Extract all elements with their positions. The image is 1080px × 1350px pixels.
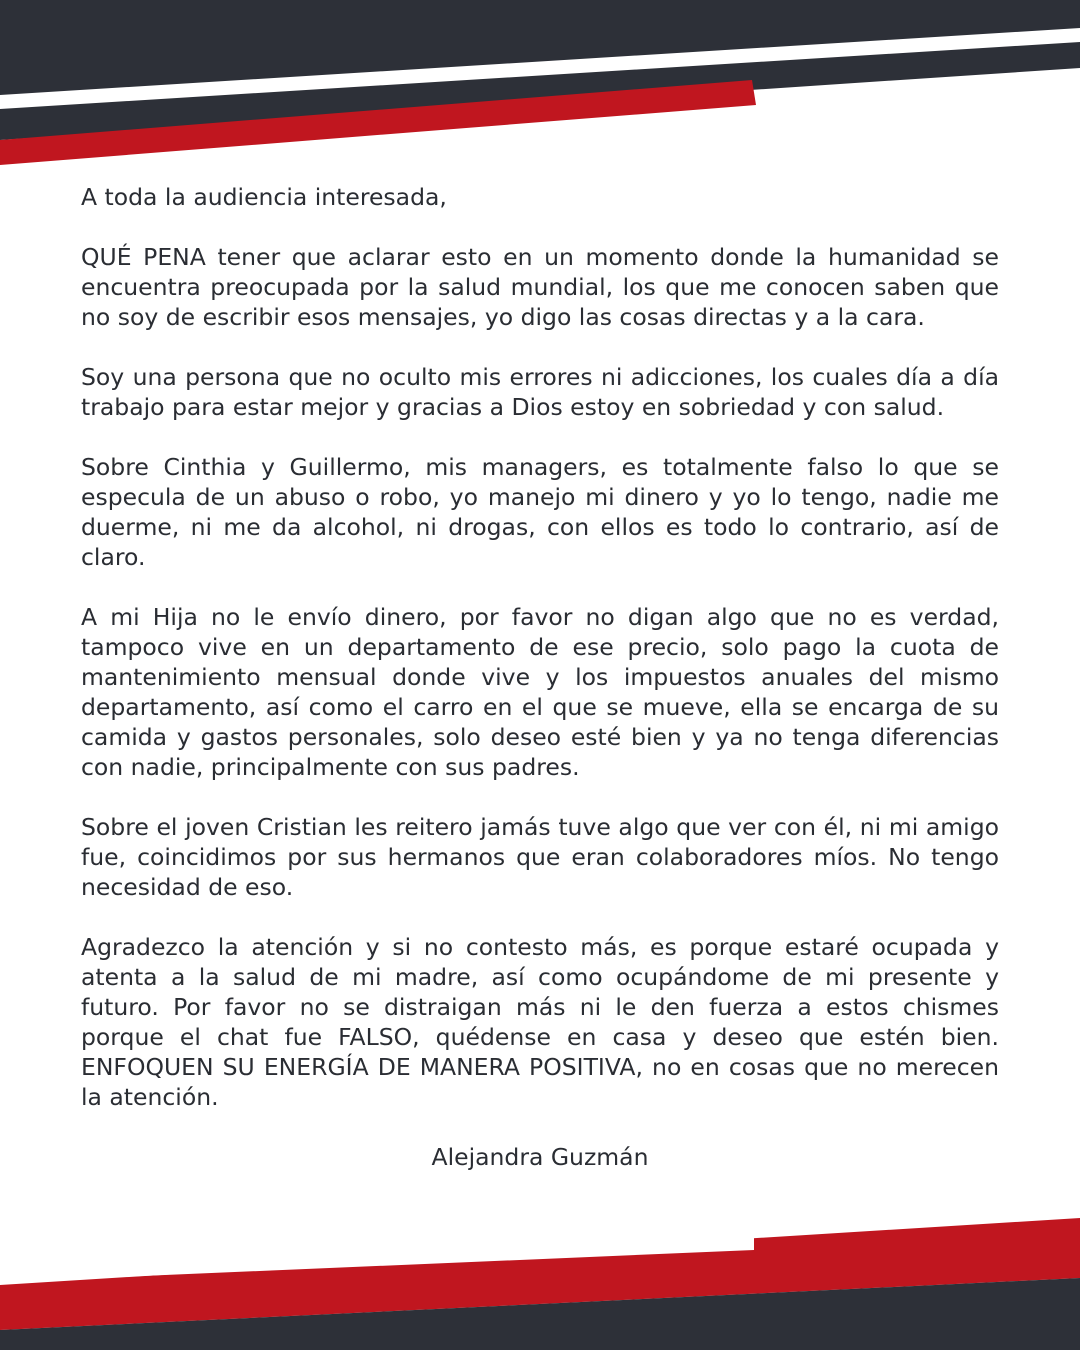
bottom-decorative-stripes [0, 1180, 1080, 1350]
paragraph-agradecimiento: Agradezco la atención y si no contesto más, es porque estaré ocupada y atenta a la salud de mi madre, así como ocupándome de mi presente y futuro. Por favor no se distraigan más ni le den fuerza a estos chismes porque el chat fue FALSO, quédense en casa y deseo que estén bien. ENFOQUEN SU ENERGÍA DE MANERA POSITIVA, no en cosas que no merecen la atención. [81, 933, 999, 1111]
letter-body [81, 182, 999, 1202]
top-decorative-stripes [0, 0, 1080, 170]
paragraph-que-pena: QUÉ PENA tener que aclarar esto en un momento donde la humanidad se encuentra preocupada por la salud mundial, los que me conocen saben que no soy de escribir esos mensajes, yo digo las cosas directas y a la cara. [81, 243, 999, 331]
letter-signature: Alejandra Guzmán [431, 1143, 649, 1171]
paragraph-cristian: Sobre el joven Cristian les reitero jamás tuve algo que ver con él, ni mi amigo fue, coincidimos por sus hermanos que eran colaboradores míos. No tengo necesidad de eso. [81, 813, 999, 901]
paragraph-adicciones: Soy una persona que no oculto mis errores ni adicciones, los cuales día a día trabajo para estar mejor y gracias a Dios estoy en sobriedad y con salud. [81, 363, 999, 421]
paragraph-managers: Sobre Cinthia y Guillermo, mis managers, es totalmente falso lo que se especula de un abuso o robo, yo manejo mi dinero y yo lo tengo, nadie me duerme, ni me da alcohol, ni drogas, con ellos es todo lo contrario, así de claro. [81, 453, 999, 571]
letter-greeting: A toda la audiencia interesada, [81, 183, 447, 211]
paragraph-hija: A mi Hija no le envío dinero, por favor no digan algo que no es verdad, tampoco vive en un departamento de ese precio, solo pago la cuota de mantenimiento mensual donde vive y los impuestos anuales del mismo departamento, así como el carro en el que se mueve, ella se encarga de su camida y gastos personales, solo deseo esté bien y ya no tenga diferencias con nadie, principalmente con sus padres. [81, 603, 999, 781]
